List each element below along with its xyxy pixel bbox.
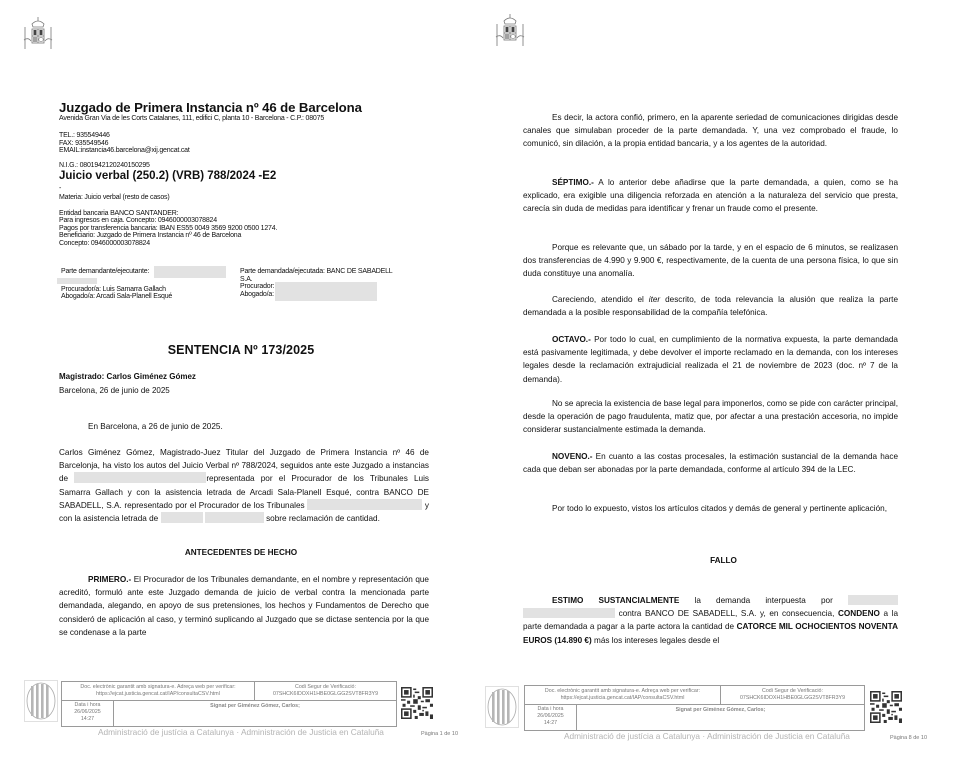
court-header bbox=[59, 100, 439, 247]
paragraph-careciendo: Careciendo, atendido el iter descrito, de toda relevancia la alusión que realiza la parte demandada a la posible responsabilidad de la compañía telefónica. bbox=[523, 295, 898, 318]
paragraph-no-se: No se aprecia la existencia de base legal para imponerlos, como se pide con carácter principal, desde la operación de pago fraudulenta, matiz que, por afectar a una prestación accesoria, no impide considerar sustancialmente estimada la demanda. bbox=[523, 399, 898, 435]
redacted-name bbox=[205, 512, 264, 523]
estimo-label: ESTIMO SUSTANCIALMENTE bbox=[552, 596, 680, 605]
fallo-paragraph: ESTIMO SUSTANCIALMENTE la demanda interpuesta por contra BANCO DE SABADELL, S.A. y, en consecuencia, CONDENO a la parte demandada a pagar a la parte actora la cantidad de CATORCE MIL OCHOCIENTOS NOVENTA EUROS (14.890 €) más los intereses legales desde el bbox=[523, 596, 898, 645]
redacted-name bbox=[523, 608, 615, 618]
signature-datetime-cell: Data i hora 26/06/2025 14:27 bbox=[525, 705, 577, 730]
page-number: Pàgina 1 de 10 bbox=[421, 731, 459, 737]
septimo-label: SÉPTIMO.- bbox=[552, 178, 594, 187]
signature-datetime-cell: Data i hora 26/06/2025 14:27 bbox=[62, 701, 114, 726]
bank-line: Entidad bancaria BANCO SANTANDER: bbox=[59, 209, 179, 217]
page-number: Pàgina 8 de 10 bbox=[890, 735, 928, 741]
case-dash: - bbox=[59, 185, 62, 192]
paragraph-por-todo: Por todo lo expuesto, vistos los artículos citados y demás de general y pertinente aplicación, bbox=[552, 504, 887, 513]
magistrado-line: Magistrado: Carlos Giménez Gómez bbox=[59, 372, 196, 381]
case-title: Juicio verbal (250.2) (VRB) 788/2024 -E2 bbox=[59, 170, 277, 182]
document-page-1 bbox=[0, 0, 482, 771]
signature-verification-table bbox=[61, 681, 397, 727]
defendant-abogado: Abogado/a: bbox=[240, 290, 274, 298]
redacted-name bbox=[57, 278, 97, 284]
court-email: EMAIL:instancia46.barcelona@xij.gencat.cat bbox=[59, 147, 190, 154]
septimo-paragraph: SÉPTIMO.- A lo anterior debe añadirse que la parte demandada, a quien, como se ha explicado, era exigible una diligencia reforzada en atención a la naturaleza del servicio que presta, carecía sin duda de medidas para identificar y frenar un fraude como el presente. bbox=[523, 178, 898, 214]
signed-by-cell: Signat per Giménez Gómez, Carlos; bbox=[210, 703, 300, 709]
redacted-name bbox=[275, 282, 377, 301]
csv-cell: Codi Segur de Verificació: 07SHCK6IDOXH1HBE0GLGG2SVT8FR3Y9 bbox=[721, 686, 864, 704]
court-title: Juzgado de Primera Instancia nº 46 de Barcelona bbox=[59, 100, 362, 115]
noveno-label: NOVENO.- bbox=[552, 452, 593, 461]
primero-paragraph: PRIMERO.- El Procurador de los Tribunales demandante, en el nombre y representación que acreditó, formuló ante este Juzgado demanda de juicio de verbal contra la mencionada parte demandada, alegando, en apoyo de sus pretensiones, los hechos y Fundamentos de Derecho que consideró de aplicación al caso, y terminó suplicando al Juzgado que se dictase sentencia por la que se condenase a la parte bbox=[59, 575, 429, 637]
bank-line: Pagos por transferencia bancaria: IBAN ES55 0049 3569 9200 0500 1274. bbox=[59, 224, 278, 232]
octavo-paragraph: OCTAVO.- Por todo lo cual, en cumplimiento de la normativa expuesta, la parte demandada está pasivamente legitimada, y debe devolver el importe reclamado en la demanda, con los intereses legales desde la reclamación extrajudicial realizada el 21 de noviembre de 2023 (doc. nº 7 de la demanda). bbox=[523, 335, 898, 384]
redacted-name bbox=[161, 512, 203, 523]
administration-footer: Administració de justícia a Catalunya · Administración de Justicia en Cataluña bbox=[564, 731, 850, 741]
plaintiff-party bbox=[61, 268, 236, 301]
defendant-label: Parte demandada/ejecutada: BANC DE SABADELL bbox=[240, 268, 393, 275]
intro-paragraph: Carlos Giménez Gómez, Magistrado-Juez Titular del Juzgado de Primera Instancia nº 46 de Barcelonja, ha visto los autos del Juicio Verbal nº 788/2024, seguidos ante este Juzgado a instancias de representada por el Procurador de los Tribunales Luis Samarra Gallach y con la asistencia letrada de Arcadi Sala-Planell Esqué, contra BANCO DE SABADELL, S.A. representado por el Procurador de los Tribunales y con la asistencia letrada de sobre reclamación de cantidad. bbox=[59, 448, 429, 524]
doc-verification-cell: Doc. electrònic garantit amb signatura-e. Adreça web per verificar: https://ejcat.justicia.gencat.cat/IAP/consultaCSV.html bbox=[525, 686, 721, 704]
parties-block bbox=[61, 268, 421, 304]
paragraph-porque: Porque es relevante que, un sábado por la tarde, y en el espacio de 6 minutos, se realizasen dos transferencias de 4.990 y 9.900 €, respectivamente, de la cuenta de una persona física, lo que sin duda constituye una anomalía. bbox=[523, 243, 898, 279]
sentence-date: Barcelona, 26 de junio de 2025 bbox=[59, 386, 170, 395]
verification-url[interactable]: https://ejcat.justicia.gencat.cat/IAP/consultaCSV.html bbox=[560, 695, 685, 701]
qr-code-icon[interactable] bbox=[401, 687, 433, 719]
verification-url[interactable]: https://ejcat.justicia.gencat.cat/IAP/consultaCSV.html bbox=[96, 691, 220, 697]
condeno-label: CONDENO bbox=[838, 609, 880, 619]
case-materia: Materia: Juicio verbal (resto de casos) bbox=[59, 194, 170, 201]
antecedentes-heading: ANTECEDENTES DE HECHO bbox=[184, 548, 298, 557]
plaintiff-label: Parte demandante/ejecutante: bbox=[61, 268, 150, 275]
plaintiff-procurador: Procurador/a: Luis Samarra Gallach bbox=[61, 285, 166, 293]
signed-by-cell: Signat per Giménez Gómez, Carlos; bbox=[675, 707, 766, 713]
defendant-label-cont: S.A. bbox=[240, 275, 253, 283]
catalonia-seal-icon bbox=[485, 686, 519, 728]
defendant-party bbox=[240, 268, 415, 298]
primero-label: PRIMERO.- bbox=[88, 575, 132, 584]
sentencia-title: SENTENCIA Nº 173/2025 bbox=[167, 343, 315, 357]
redacted-name bbox=[307, 499, 422, 510]
plaintiff-abogado: Abogado/a: Arcadi Sala-Planell Esqué bbox=[61, 293, 173, 300]
doc-verification-cell: Doc. electrònic garantit amb signatura-e. Adreça web per verificar: https://ejcat.justicia.gencat.cat/IAP/consultaCSV.html bbox=[62, 682, 255, 700]
csv-code: 07SHCK6IDOXH1HBE0GLGG2SVT8FR3Y9 bbox=[739, 695, 846, 701]
bank-line: Beneficiario: Juzgado de Primera Instancia nº 46 de Barcelona bbox=[59, 232, 242, 239]
fallo-heading: FALLO bbox=[710, 556, 737, 565]
qr-code-icon[interactable] bbox=[870, 691, 902, 723]
court-address: Avenida Gran Via de les Corts Catalanes, 111, edifici C, planta 10 - Barcelona - C.P.: 08075 bbox=[59, 115, 325, 122]
administration-footer: Administració de justícia a Catalunya · Administración de Justicia en Cataluña bbox=[98, 727, 384, 737]
court-tel: TEL.: 935549446 bbox=[59, 132, 110, 139]
court-contacts bbox=[59, 132, 439, 155]
csv-code: 07SHCK6IDOXH1HBE0GLGG2SVT8FR3Y9 bbox=[272, 691, 379, 697]
opening-line: En Barcelona, a 26 de junio de 2025. bbox=[88, 422, 223, 431]
redacted-name bbox=[154, 266, 226, 278]
document-page-8 bbox=[482, 0, 965, 771]
signature-verification-table bbox=[524, 685, 865, 731]
catalonia-seal-icon bbox=[24, 680, 58, 722]
bank-line: Concepto: 0946000003078824 bbox=[59, 239, 150, 247]
court-fax: FAX: 935549546 bbox=[59, 139, 109, 147]
spain-coat-of-arms-icon bbox=[494, 12, 526, 52]
nig-number: N.I.G.: 0801942120240150295 bbox=[59, 161, 150, 169]
spain-coat-of-arms-icon bbox=[22, 15, 54, 55]
octavo-label: OCTAVO.- bbox=[552, 335, 591, 344]
redacted-name bbox=[848, 595, 898, 605]
noveno-paragraph: NOVENO.- En cuanto a las costas procesales, la estimación sustancial de la demanda hace cada que deban ser abonadas por la parte demandada, conforme al artículo 394 de la LEC. bbox=[523, 452, 898, 475]
bank-line: Para ingresos en caja. Concepto: 0946000003078824 bbox=[59, 217, 217, 224]
csv-cell: Codi Segur de Verificació: 07SHCK6IDOXH1HBE0GLGG2SVT8FR3Y9 bbox=[255, 682, 396, 700]
condemned-amount: CATORCE MIL OCHOCIENTOS NOVENTA EUROS (14.890 €) bbox=[523, 622, 898, 645]
defendant-procurador: Procurador: bbox=[240, 283, 275, 290]
paragraph-es-decir: Es decir, la actora confió, primero, en la aparente seriedad de comunicaciones dirigidas desde canales que simulaban proceder de la parte demandada. Y, una vez comprobado el fraude, lo comunicó, sin dilación, a la propia entidad bancaria, y a los agentes de la autoridad. bbox=[523, 113, 898, 149]
redacted-name bbox=[74, 472, 206, 483]
bank-details bbox=[59, 210, 439, 248]
